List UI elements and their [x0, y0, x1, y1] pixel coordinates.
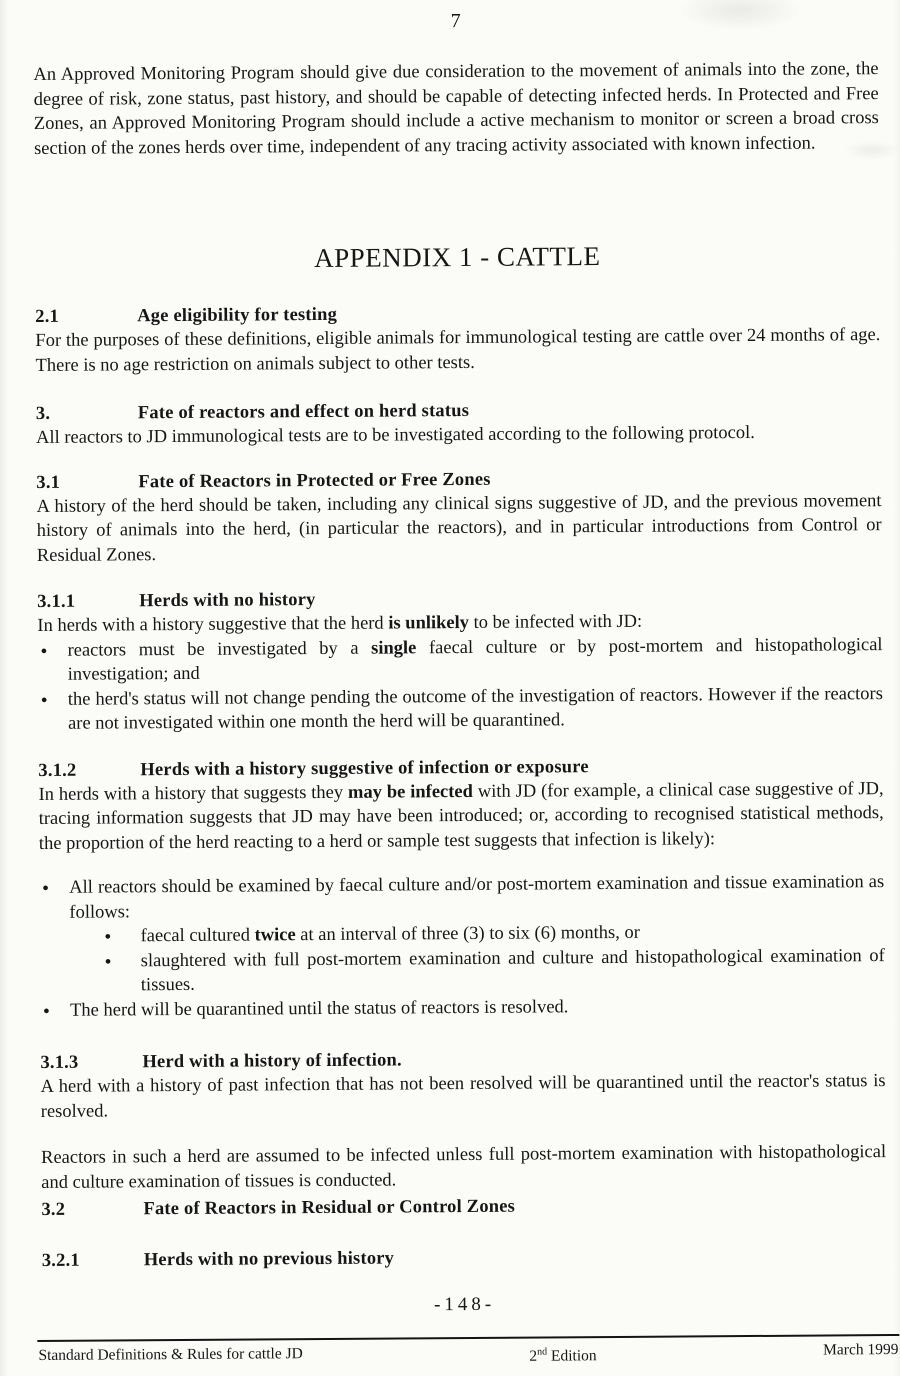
bullet-text: The herd will be quarantined until the status of reactors is resolved.	[69, 996, 569, 1021]
bullet-text: slaughtered with full post-mortem examination and culture and histopathological examination of tissues.	[140, 945, 885, 996]
section-3-1	[36, 465, 882, 568]
bullet-icon: ●	[40, 644, 48, 657]
footer-edition: 2nd Edition	[529, 1346, 597, 1365]
bullet-text: the herd's status will not change pending the outcome of the investigation of reactors. However if the reactors are not investigated within one month the herd will be quarantined.	[67, 683, 883, 734]
bullet-item	[38, 682, 883, 737]
section-number: 3.1	[36, 472, 61, 493]
section-3	[36, 396, 881, 450]
section-title: Herds with a history suggestive of infection or exposure	[140, 756, 589, 780]
section-title: Herds with no previous history	[143, 1248, 395, 1271]
bullet-list	[37, 633, 883, 737]
intro-paragraph: An Approved Monitoring Program should give due consideration to the movement of animals into the zone, the degree of risk, zone status, past history, and should be capable of detecting infected herds. In Protected and Free Zones, an Approved Monitoring Program should include a active mechanism to monitor or screen a broad cross section of the zones herds over time, independent of any tracing activity associated with known infection.	[33, 59, 879, 159]
sub-bullet-item	[40, 944, 885, 999]
section-body: In herds with a history suggestive that the herd is unlikely to be infected with JD:	[37, 611, 643, 636]
emphasis-text: is unlikely	[388, 612, 470, 634]
bullet-text: faecal cultured twice at an interval of three (3) to six (6) months, or	[140, 922, 640, 947]
section-body: A herd with a history of past infection that has not been resolved will be quarantined until the reactor's status is resolved.	[40, 1071, 886, 1122]
section-body: All reactors to JD immunological tests are to be investigated according to the following protocol.	[35, 422, 755, 448]
section-3-1-1	[37, 584, 883, 736]
section-3-1-2	[38, 753, 885, 1023]
section-title: Herd with a history of infection.	[142, 1050, 402, 1073]
bullet-icon: ●	[104, 954, 112, 968]
section-number: 3.1.2	[38, 760, 77, 781]
bullet-icon: ●	[104, 930, 112, 943]
bullet-icon: ●	[42, 881, 49, 894]
bullet-item	[39, 870, 884, 925]
section-title: Age eligibility for testing	[137, 304, 338, 327]
footer-document-title: Standard Definitions & Rules for cattle JD	[38, 1345, 303, 1364]
footer	[38, 1340, 898, 1370]
bullet-list	[39, 870, 885, 1023]
section-3-2-1	[42, 1243, 887, 1273]
section-number: 3.2.1	[41, 1250, 80, 1271]
section-number: 3.2	[41, 1199, 66, 1220]
section-title: Fate of Reactors in Residual or Control Zones	[143, 1196, 516, 1220]
bullet-text: All reactors should be examined by faecal culture and/or post-mortem examination and tissue examination as follows:	[69, 872, 885, 923]
footer-date: March 1999	[823, 1340, 899, 1359]
section-body: A history of the herd should be taken, including any clinical signs suggestive of JD, and the previous movement history of animals into the herd, (in particular the reactors), and in particular introductions from Control or Residual Zones.	[36, 490, 882, 566]
page-content	[33, 0, 899, 1376]
section-number: 3.	[35, 403, 51, 424]
appendix-title: APPENDIX 1 - CATTLE	[314, 241, 601, 274]
section-title: Herds with no history	[139, 590, 316, 612]
bullet-icon: ●	[43, 1004, 50, 1017]
section-number: 3.1.1	[37, 591, 76, 612]
emphasis-text: may be infected	[347, 781, 473, 803]
section-body: Reactors in such a herd are assumed to be infected unless full post-mortem examination with histopathological and culture examination of tissues is conducted.	[41, 1142, 887, 1193]
bullet-icon: ●	[40, 693, 48, 706]
section-2-1	[35, 299, 880, 378]
emphasis-text: single	[371, 637, 417, 659]
page-number-top: 7	[450, 10, 461, 33]
section-3-2	[41, 1192, 886, 1222]
section-body: In herds with a history that suggests they may be infected with JD (for example, a clinical case suggestive of JD, tracing information suggests that JD may have been introduced; or, according to recognised statistical methods, the proportion of the herd reacting to a herd or sample test suggests that infection is likely):	[38, 778, 884, 854]
section-title: Fate of reactors and effect on herd status	[137, 400, 470, 424]
section-body: For the purposes of these definitions, eligible animals for immunological testing are cattle over 24 months of age. There is no age restriction on animals subject to other tests.	[35, 325, 881, 376]
section-3-1-3	[40, 1045, 886, 1195]
page-number-bottom: -148-	[433, 1293, 496, 1316]
emphasis-text: twice	[254, 925, 296, 946]
section-number: 2.1	[35, 306, 60, 327]
bullet-text: reactors must be investigated by a single faecal culture or by post-mortem and histopathological investigation; and	[67, 634, 883, 685]
section-title: Fate of Reactors in Protected or Free Zones	[138, 469, 491, 492]
bullet-item	[40, 993, 885, 1023]
bullet-item	[37, 633, 882, 688]
section-number: 3.1.3	[40, 1052, 79, 1073]
section-heading	[42, 1243, 887, 1273]
section-heading	[41, 1192, 886, 1222]
